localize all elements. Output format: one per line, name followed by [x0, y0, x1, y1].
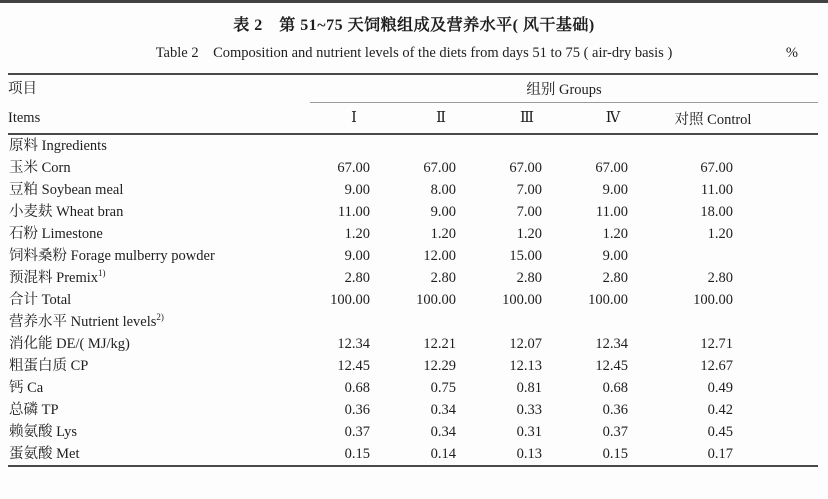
- row-label: 粗蛋白质 CP: [9, 358, 89, 374]
- items-header: [8, 74, 310, 134]
- row-label: 小麦麸 Wheat bran: [9, 204, 124, 220]
- row-label: 总磷 TP: [9, 402, 59, 418]
- items-header-cn: 项目: [8, 81, 37, 97]
- table-body: [8, 134, 818, 466]
- row-label: 钙 Ca: [9, 380, 44, 396]
- row-label: 玉米 Corn: [9, 160, 71, 176]
- value-cell: [310, 311, 398, 333]
- value-cell: 100.00: [502, 292, 542, 308]
- value-cell: [398, 311, 484, 333]
- value-cell: 0.68: [602, 380, 628, 396]
- value-cell: 2.80: [707, 270, 734, 286]
- value-cell: 0.33: [516, 402, 542, 418]
- footnote-mark: 2): [156, 312, 164, 323]
- value-cell: 9.00: [344, 182, 370, 198]
- row-label: 豆粕 Soybean meal: [9, 182, 124, 198]
- row-label: 饲料桑粉 Forage mulberry powder: [9, 248, 215, 264]
- value-cell: 0.13: [516, 446, 542, 462]
- value-cell: 7.00: [516, 182, 542, 198]
- row-label: 预混料 Premix$^{1)}$: [9, 268, 106, 286]
- row-label: 营养水平 Nutrient levels$^{2)}$: [9, 312, 164, 330]
- value-cell: 12.00: [423, 248, 456, 264]
- table-row: [8, 333, 818, 355]
- value-cell: 2.80: [602, 270, 628, 286]
- value-cell: 0.31: [516, 424, 542, 440]
- value-cell: 67.00: [423, 160, 456, 176]
- value-cell: 2.80: [344, 270, 370, 286]
- table-title-en: Table 2 Composition and nutrient levels of the diets from days 51 to 75 ( air-dry basis ): [155, 45, 673, 61]
- value-cell: 0.45: [707, 424, 734, 440]
- value-cell: 0.15: [344, 446, 370, 462]
- value-cell: [656, 311, 818, 333]
- value-cell: [656, 134, 818, 157]
- value-cell: 0.14: [430, 446, 456, 462]
- table-row: [8, 289, 818, 311]
- groups-header: 组别 Groups: [310, 74, 818, 103]
- value-cell: 0.15: [602, 446, 628, 462]
- value-cell: 0.36: [602, 402, 628, 418]
- col-header-group-2: Ⅱ: [398, 103, 484, 134]
- table-row: [8, 355, 818, 377]
- table-row: [8, 377, 818, 399]
- value-cell: 9.00: [602, 248, 628, 264]
- table-row: [8, 201, 818, 223]
- value-cell: 1.20: [344, 226, 370, 242]
- value-cell: 0.34: [430, 424, 456, 440]
- row-label: 蛋氨酸 Met: [9, 446, 80, 462]
- value-cell: 12.45: [595, 358, 628, 374]
- value-cell: 2.80: [430, 270, 456, 286]
- value-cell: 100.00: [416, 292, 456, 308]
- value-cell: 12.21: [423, 336, 456, 352]
- value-cell: [484, 311, 570, 333]
- col-header-control: 对照 Control: [656, 103, 818, 134]
- value-cell: 0.36: [344, 402, 370, 418]
- value-cell: 67.00: [700, 160, 734, 176]
- value-cell: 8.00: [430, 182, 456, 198]
- footnote-mark: 1): [98, 268, 106, 279]
- row-label: 消化能 DE/( MJ/kg): [9, 336, 130, 352]
- value-cell: 0.37: [344, 424, 370, 440]
- table-title-cn: 表 2 第 51~75 天饲粮组成及营养水平( 风干基础): [233, 17, 595, 34]
- value-cell: 12.45: [337, 358, 370, 374]
- value-cell: 12.34: [595, 336, 628, 352]
- value-cell: 9.00: [602, 182, 628, 198]
- value-cell: 12.07: [509, 336, 542, 352]
- value-cell: [656, 245, 818, 267]
- value-cell: [570, 311, 656, 333]
- value-cell: 11.00: [337, 204, 370, 220]
- value-cell: 11.00: [700, 182, 734, 198]
- value-cell: 0.42: [707, 402, 734, 418]
- value-cell: [398, 134, 484, 157]
- value-cell: 67.00: [595, 160, 628, 176]
- page-top-rule: [0, 0, 828, 3]
- value-cell: 1.20: [516, 226, 542, 242]
- section-row: [8, 134, 818, 157]
- value-cell: 0.17: [707, 446, 734, 462]
- col-header-group-1: Ⅰ: [310, 103, 398, 134]
- value-cell: 12.34: [337, 336, 370, 352]
- value-cell: 12.71: [700, 336, 734, 352]
- value-cell: 0.75: [430, 380, 456, 396]
- row-label: 合计 Total: [9, 292, 72, 308]
- value-cell: [570, 134, 656, 157]
- table-caption: [0, 0, 828, 62]
- value-cell: 7.00: [516, 204, 542, 220]
- row-label: 石粉 Limestone: [9, 226, 103, 242]
- value-cell: 15.00: [509, 248, 542, 264]
- value-cell: 0.37: [602, 424, 628, 440]
- table-row: [8, 157, 818, 179]
- row-label: 赖氨酸 Lys: [9, 424, 78, 440]
- value-cell: 100.00: [693, 292, 734, 308]
- value-cell: 12.13: [509, 358, 542, 374]
- section-row: [8, 311, 818, 333]
- value-cell: 0.68: [344, 380, 370, 396]
- col-header-group-4: Ⅳ: [570, 103, 656, 134]
- col-header-group-3: Ⅲ: [484, 103, 570, 134]
- table-row: [8, 399, 818, 421]
- table-row: [8, 179, 818, 201]
- value-cell: [484, 134, 570, 157]
- value-cell: 67.00: [509, 160, 542, 176]
- value-cell: 1.20: [430, 226, 456, 242]
- table-row: [8, 245, 818, 267]
- value-cell: 67.00: [337, 160, 370, 176]
- value-cell: 1.20: [602, 226, 628, 242]
- unit-label: %: [785, 45, 798, 61]
- diet-composition-table: [8, 73, 818, 467]
- value-cell: 100.00: [330, 292, 370, 308]
- value-cell: 12.29: [423, 358, 456, 374]
- value-cell: 18.00: [700, 204, 734, 220]
- table-row: [8, 421, 818, 443]
- value-cell: 9.00: [430, 204, 456, 220]
- value-cell: 100.00: [588, 292, 628, 308]
- value-cell: 2.80: [516, 270, 542, 286]
- groups-header-row: [8, 74, 818, 103]
- value-cell: 0.49: [707, 380, 734, 396]
- table-row: [8, 443, 818, 466]
- value-cell: [310, 134, 398, 157]
- value-cell: 0.34: [430, 402, 456, 418]
- row-label: 原料 Ingredients: [9, 138, 107, 154]
- table-row: [8, 223, 818, 245]
- table-row: [8, 267, 818, 289]
- value-cell: 0.81: [516, 380, 542, 396]
- value-cell: 11.00: [595, 204, 628, 220]
- value-cell: 9.00: [344, 248, 370, 264]
- value-cell: 12.67: [700, 358, 734, 374]
- items-header-en: Items: [8, 110, 41, 126]
- value-cell: 1.20: [707, 226, 734, 242]
